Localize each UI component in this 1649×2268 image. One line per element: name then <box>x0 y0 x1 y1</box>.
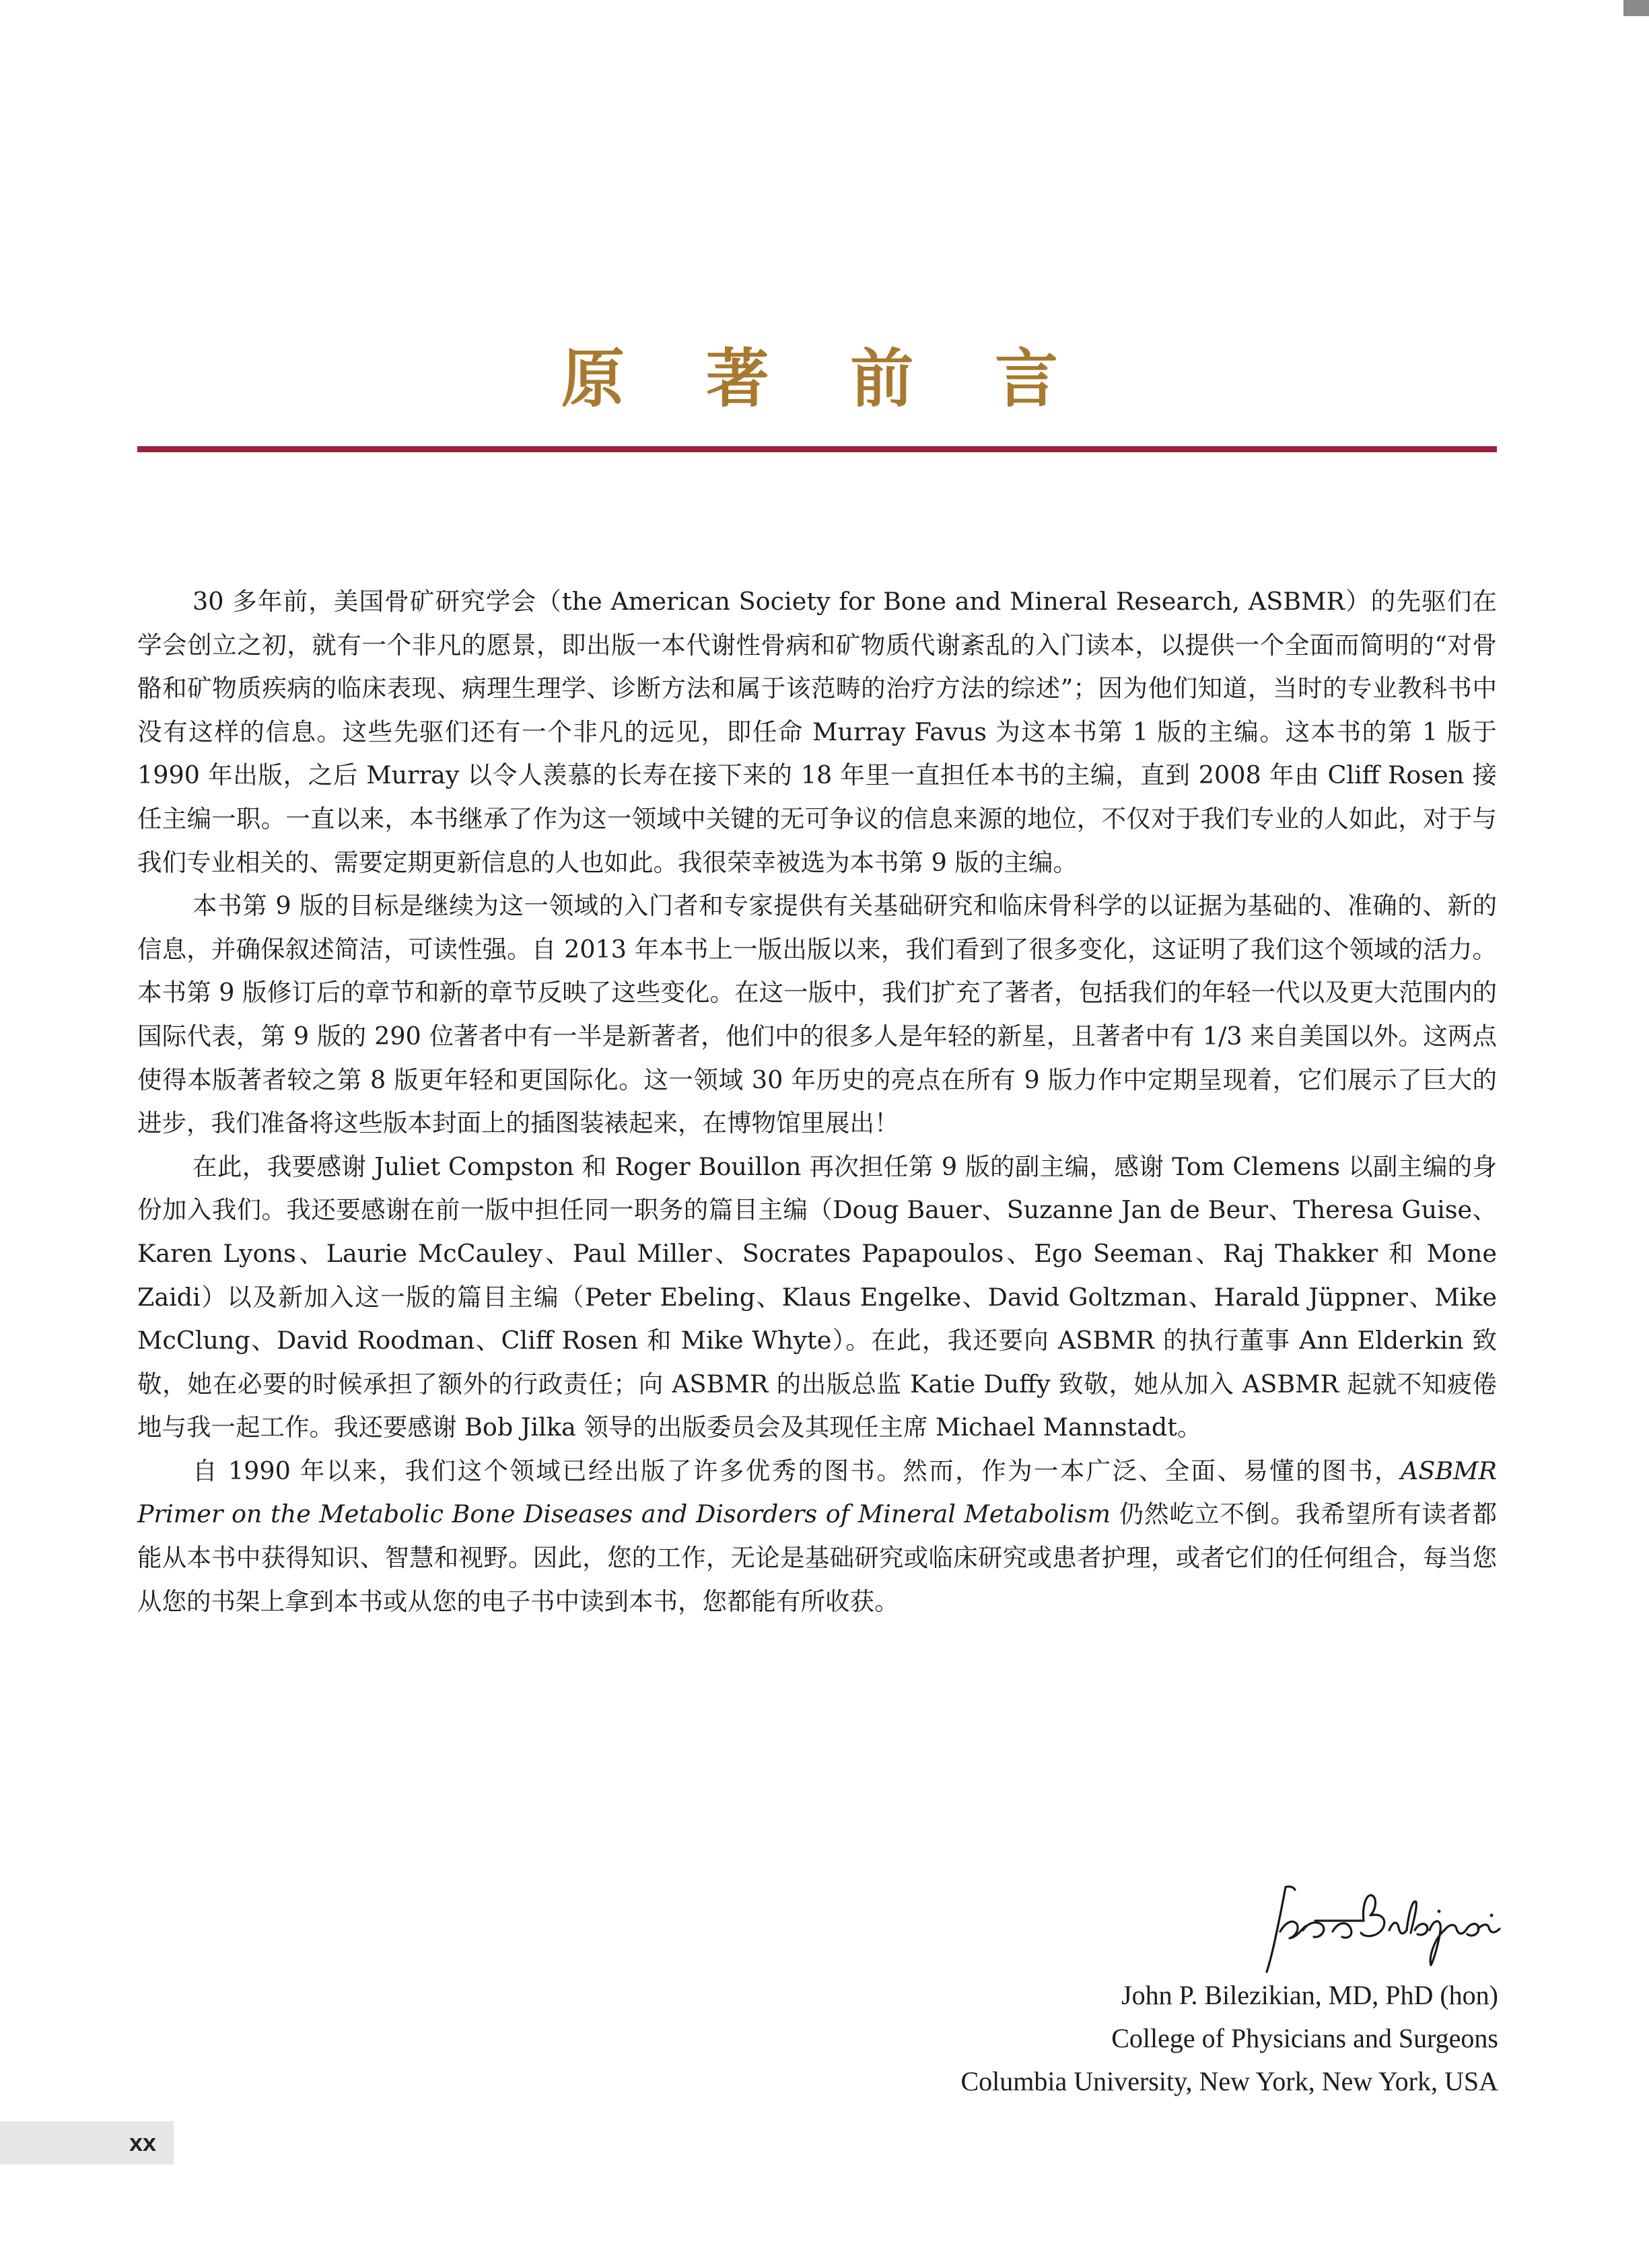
paragraph-4-text-before: 自 1990 年以来，我们这个领域已经出版了许多优秀的图书。然而，作为一本广泛、全面、易懂的图书， <box>192 1456 1401 1485</box>
author-location: Columbia University, New York, New York, USA <box>960 2066 1498 2096</box>
page-title: 原 著 前 言 <box>561 342 1088 416</box>
author-affiliation: College of Physicians and Surgeons <box>1111 2023 1498 2053</box>
handwritten-signature <box>1263 1882 1505 1983</box>
preface-body <box>137 580 1497 1623</box>
paragraph-4 <box>137 1450 1497 1623</box>
author-name: John P. Bilezikian, MD, PhD (hon) <box>1121 1980 1498 2010</box>
title-divider-rule <box>137 446 1497 452</box>
page-number: xx <box>129 2129 157 2156</box>
paragraph-2: 本书第 9 版的目标是继续为这一领域的入门者和专家提供有关基础研究和临床骨科学的以证据为基础的、准确的、新的信息，并确保叙述简洁，可读性强。自 2013 年本书上一版出版以来，我们看到了很多变化，这证明了我们这个领域的活力。本书第 9 版修订后的章节和新的章节反映了这些变化。在这一版中，我们扩充了著者，包括我们的年轻一代以及更大范围内的国际代表，第 9 版的 290 位著者中有一半是新著者，他们中的很多人是年轻的新星，且著者中有 1/3 来自美国以外。这两点使得本版著者较之第 8 版更年轻和更国际化。这一领域 30 年历史的亮点在所有 9 版力作中定期呈现着，它们展示了巨大的进步，我们准备将这些版本封面上的插图装裱起来，在博物馆里展出！ <box>137 891 1497 1138</box>
paragraph-3: 在此，我要感谢 Juliet Compston 和 Roger Bouillon 再次担任第 9 版的副主编，感谢 Tom Clemens 以副主编的身份加入我们。我还要感谢在前一版中担任同一职务的篇目主编（Doug Bauer、Suzanne Jan de Beur、Theresa Guise、Karen Lyons、Laurie McCauley、Paul Miller、Socrates Papapoulos、Ego Seeman、Raj Thakker 和 Mone Zaidi）以及新加入这一版的篇目主编（Peter Ebeling、Klaus Engelke、David Goltzman、Harald Jüppner、Mike McClung、David Roodman、Cliff Rosen 和 Mike Whyte）。在此，我还要向 ASBMR 的执行董事 Ann Elderkin 致敬，她在必要的时候承担了额外的行政责任；向 ASBMR 的出版总监 Katie Duffy 致敬，她从加入 ASBMR 起就不知疲倦地与我一起工作。我还要感谢 Bob Jilka 领导的出版委员会及其现任主席 Michael Mannstadt。 <box>137 1151 1497 1442</box>
book-title: ASBMR Primer on the Metabolic Bone Diseases and Disorders of Mineral Metabolism <box>137 1456 1497 1529</box>
corner-mark <box>1623 0 1649 16</box>
paragraph-1: 30 多年前，美国骨矿研究学会（the American Society for Bone and Mineral Research, ASBMR）的先驱们在学会创立之初，就有一个非凡的愿景，即出版一本代谢性骨病和矿物质代谢紊乱的入门读本，以提供一个全面而简明的“对骨骼和矿物质疾病的临床表现、病理生理学、诊断方法和属于该范畴的治疗方法的综述”；因为他们知道，当时的专业教科书中没有这样的信息。这些先驱们还有一个非凡的远见，即任命 Murray Favus 为这本书第 1 版的主编。这本书的第 1 版于 1990 年出版，之后 Murray 以令人羡慕的长寿在接下来的 18 年里一直担任本书的主编，直到 2008 年由 Cliff Rosen 接任主编一职。一直以来，本书继承了作为这一领域中关键的无可争议的信息来源的地位，不仅对于我们专业的人如此，对于与我们专业相关的、需要定期更新信息的人也如此。我很荣幸被选为本书第 9 版的主编。 <box>137 587 1497 877</box>
paragraph-4-text-after: 仍然屹立不倒。我希望所有读者都能从本书中获得知识、智慧和视野。因此，您的工作，无论是基础研究或临床研究或患者护理，或者它们的任何组合，每当您从您的书架上拿到本书或从您的电子书中读到本书，您都能有所收获。 <box>137 1499 1497 1616</box>
author-block <box>740 1974 1498 2103</box>
